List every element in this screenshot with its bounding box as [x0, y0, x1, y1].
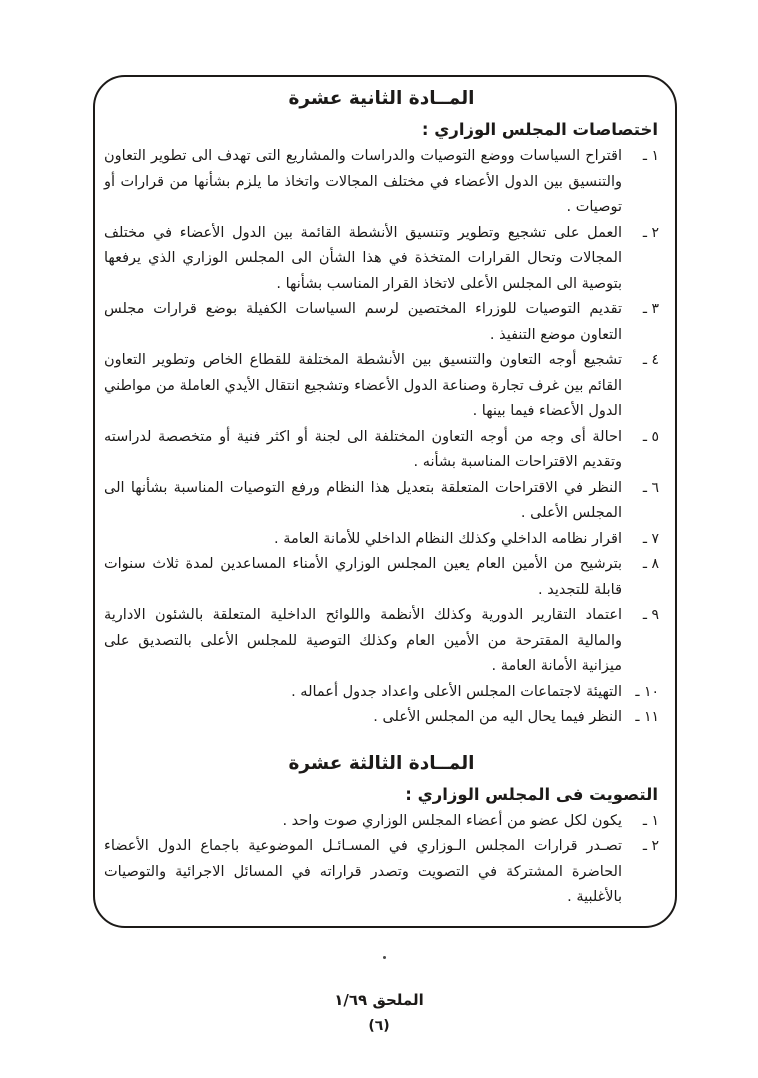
item-number: ٣ ـ: [642, 301, 659, 317]
list-item: [104, 476, 659, 527]
article-items: [104, 144, 659, 731]
item-text: احالة أى وجه من أوجه التعاون المختلفة الى لجنة أو اكثر فنية أو متخصصة لدراسته وتقديم الاقتراحات المناسبة بشأنه .: [104, 428, 622, 470]
item-text: تصـدر قرارات المجلس الـوزاري في المسـائـل الموضوعية باجماع الدول الأعضاء الحاضرة المشتركة في التصويت وتصدر قراراته في المسائل الاجرائية والتوصيات بالأغلبية .: [104, 838, 622, 905]
item-text: التهيئة لاجتماعات المجلس الأعلى واعداد جدول أعماله .: [291, 683, 622, 700]
article-thirteen: [104, 753, 659, 911]
item-text: النظر فيما يحال اليه من المجلس الأعلى .: [373, 709, 622, 725]
item-text: تقديم التوصيات للوزراء المختصين لرسم السياسات الكفيلة بوضع قرارات مجلس التعاون موضع التنفيذ .: [104, 301, 622, 343]
item-number: ١ ـ: [642, 812, 659, 829]
item-text: تشجيع أوجه التعاون والتنسيق بين الأنشطة المختلفة للقطاع الخاص وتطوير التعاون القائم بين غرف تجارة وصناعة الدول الأعضاء وتشجيع انتقال الأيدي العاملة من مواطني الدول الأعضاء فيما بينها .: [104, 352, 622, 419]
list-item: [104, 680, 659, 706]
article-items: [104, 809, 659, 911]
list-item: [104, 603, 659, 680]
list-item: [104, 221, 659, 298]
list-item: [104, 834, 659, 911]
page-number: (٦): [368, 1018, 390, 1034]
item-number: ٢ ـ: [642, 838, 659, 854]
item-text: النظر في الاقتراحات المتعلقة بتعديل هذا النظام ورفع التوصيات المناسبة بشأنها الى المجلس الأعلى .: [104, 479, 622, 521]
item-number: ٤ ـ: [642, 352, 659, 368]
list-item: [104, 552, 659, 603]
item-number: ٢ ـ: [642, 224, 659, 241]
item-number: ٧ ـ: [642, 530, 659, 547]
item-text: يكون لكل عضو من أعضاء المجلس الوزاري صوت واحد .: [282, 812, 622, 829]
item-number: ٦ ـ: [642, 479, 659, 496]
list-item: [104, 705, 659, 731]
item-number: ١٠ ـ: [635, 683, 659, 700]
section-heading: التصويت فى المجلس الوزاري :: [405, 784, 658, 804]
item-number: ١١ ـ: [635, 709, 659, 725]
annex-label: الملحق ١/٦٩: [334, 991, 424, 1009]
stray-ink-dot: [383, 956, 386, 959]
section-heading: اختصاصات المجلس الوزاري :: [421, 120, 658, 139]
item-number: ٨ ـ: [642, 556, 659, 572]
item-number: ١ ـ: [642, 148, 659, 164]
list-item: [104, 425, 659, 476]
list-item: [104, 297, 659, 348]
list-item: [104, 348, 659, 425]
item-text: العمل على تشجيع وتطوير وتنسيق الأنشطة القائمة بين الدول الأعضاء في مختلف المجالات وتحال القرارات المتخذة في هذا الشأن الى المجلس الوزاري الذي يرفعها بتوصية الى المجلس الأعلى لاتخاذ القرار المناسب بشأنها .: [104, 224, 622, 292]
item-number: ٩ ـ: [642, 607, 659, 623]
document-border-frame: [93, 75, 677, 928]
item-text: اقتراح السياسات ووضع التوصيات والدراسات والمشاريع التى تهدف الى تطوير التعاون والتنسيق بين الدول الأعضاء في مختلف المجالات واتخاذ ما يلزم بشأنها من قرارات أو توصيات .: [104, 148, 622, 215]
list-item: [104, 809, 659, 835]
article-title: المــادة الثالثة عشرة: [288, 752, 475, 774]
list-item: [104, 144, 659, 221]
item-text: اعتماد التقارير الدورية وكذلك الأنظمة واللوائح الداخلية المتعلقة بالشئون الادارية والمالية المقترحة من الأمين العام وكذلك التوصية للمجلس الأعلى بالتصديق على ميزانية الأمانة العامة .: [104, 607, 622, 674]
item-text: اقرار نظامه الداخلي وكذلك النظام الداخلي للأمانة العامة .: [274, 530, 622, 547]
item-text: بترشيح من الأمين العام يعين المجلس الوزاري الأمناء المساعدين لمدة ثلاث سنوات قابلة للتجديد .: [104, 556, 622, 598]
article-title: المــادة الثانية عشرة: [288, 88, 475, 109]
item-number: ٥ ـ: [642, 428, 659, 445]
list-item: [104, 527, 659, 553]
article-twelve: [104, 88, 659, 731]
